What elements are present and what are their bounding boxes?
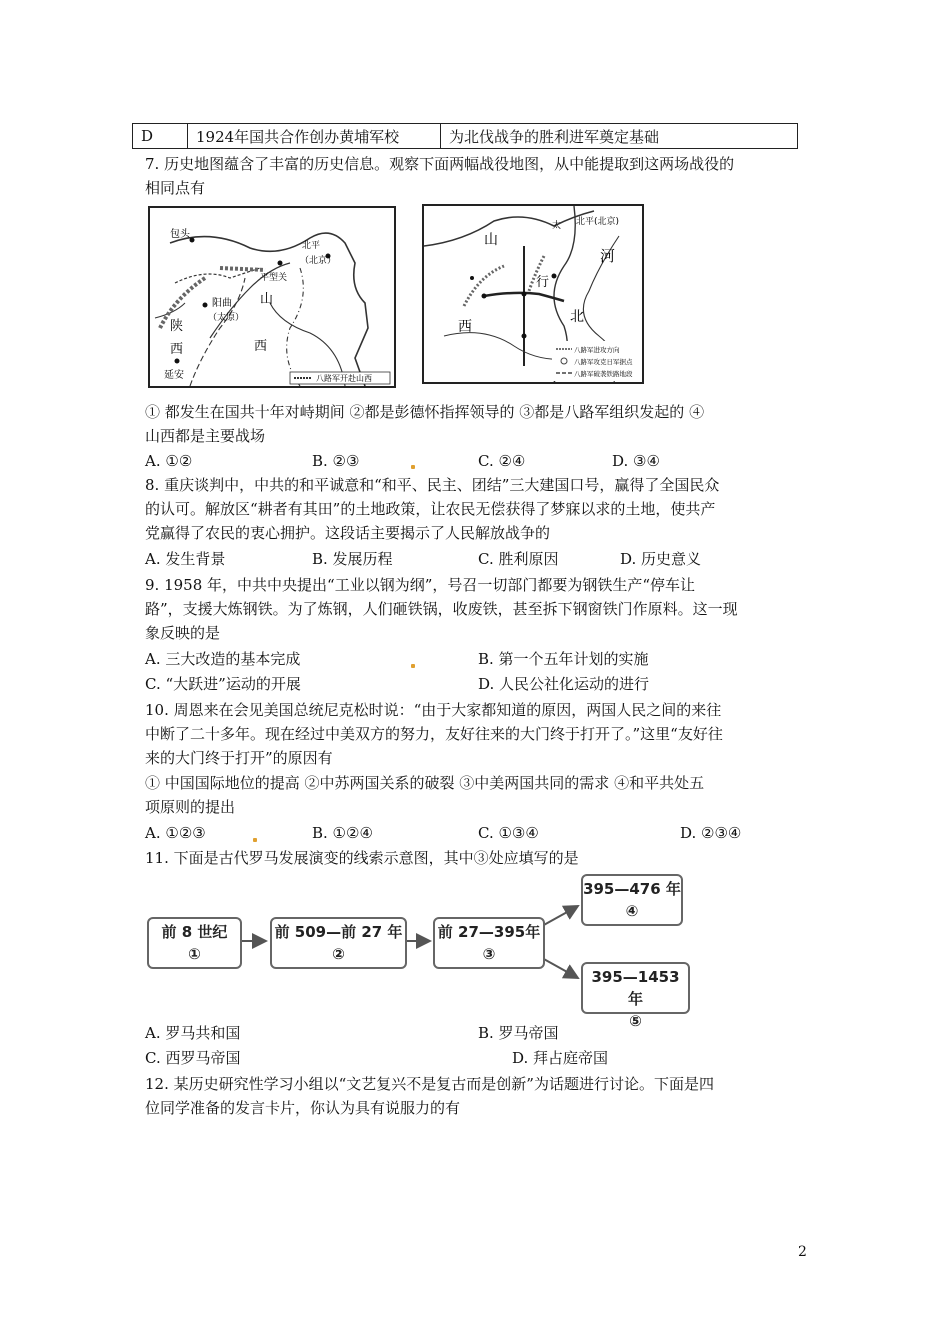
q10-line5: 项原则的提出 <box>145 798 236 816</box>
page-number: 2 <box>798 1244 807 1260</box>
table-cell-effect: 为北伐战争的胜利进军奠定基础 <box>441 124 798 149</box>
q7-stem-line2: 相同点有 <box>145 179 206 197</box>
q10-line3: 来的大门终于打开”的原因有 <box>145 749 333 767</box>
q7-choice-b: B. ②③ <box>312 452 360 470</box>
q11-choice-c: C. 西罗马帝国 <box>145 1049 241 1067</box>
q8-line2: 的认可。解放区“耕者有其田”的土地政策，让农民无偿获得了梦寐以求的土地，使共产 <box>145 500 716 518</box>
map1-label-baotou: 包头 <box>170 229 190 240</box>
map1-label-xi2: 西 <box>170 342 184 357</box>
flow-box-4-period: 395—476 年 <box>583 880 681 898</box>
map1-label-beiping: 北平 <box>302 241 321 251</box>
q11-line1: 11. 下面是古代罗马发展演变的线索示意图，其中③处应填写的是 <box>145 849 579 867</box>
map2-legend-attack: 八路军进攻方向 <box>574 346 620 354</box>
q9-line2: 路”，支援大炼钢铁。为了炼钢，人们砸铁锅，收废铁，甚至拆下钢窗铁门作原料。这一现 <box>145 600 738 618</box>
map1-legend: 八路军开赴山西 <box>316 374 372 383</box>
q8-choice-c: C. 胜利原因 <box>478 550 559 568</box>
q7-stem-line1: 7. 历史地图蕴含了丰富的历史信息。观察下面两幅战役地图，从中能提取到这两场战役的 <box>145 155 735 173</box>
q7-choice-c: C. ②④ <box>478 452 526 470</box>
flow-box-2-number: ② <box>332 945 345 963</box>
q8-choice-b: B. 发展历程 <box>312 550 393 568</box>
flow-box-1-number: ① <box>188 945 201 963</box>
flow-box-1 <box>147 917 242 969</box>
flow-box-5-number: ⑤ <box>629 1012 642 1030</box>
map2-legend-capture: 八路军攻克日军据点 <box>574 358 633 366</box>
q9-choice-a: A. 三大改造的基本完成 <box>145 650 301 668</box>
map1-label-beijing: （北京） <box>300 256 337 266</box>
q10-choice-b: B. ①②④ <box>312 824 373 842</box>
map1-label-yangqu: 阳曲 <box>212 298 232 309</box>
q11-choice-b: B. 罗马帝国 <box>478 1024 559 1042</box>
q12-line1: 12. 某历史研究性学习小组以“文艺复兴不是复古而是创新”为话题进行讨论。下面是四 <box>145 1075 714 1093</box>
q8-choice-a: A. 发生背景 <box>145 550 226 568</box>
q11-choice-a: A. 罗马共和国 <box>145 1024 241 1042</box>
map2-label-bei: 北 <box>570 309 584 325</box>
q10-line4: ① 中国国际地位的提高 ②中苏两国关系的破裂 ③中美两国共同的需求 ④和平共处五 <box>145 774 705 792</box>
q8-line1: 8. 重庆谈判中，中共的和平诚意和“和平、民主、团结”三大建国口号，赢得了全国民众 <box>145 476 720 494</box>
map2-legend-railway: 八路军破袭铁路地段 <box>574 370 633 378</box>
map1-label-shaan: 陕 <box>170 319 184 334</box>
q10-choice-d: D. ②③④ <box>680 824 742 842</box>
map2-label-tai: 太 <box>552 221 562 231</box>
q10-choice-a: A. ①②③ <box>145 824 206 842</box>
q10-line2: 中断了二十多年。现在经过中美双方的努力，友好往来的大门终于打开了。”这里“友好往 <box>145 725 723 743</box>
map2-label-beiping: 北平(北京) <box>576 217 620 227</box>
table-cell-letter: D <box>133 124 188 149</box>
q9-choice-c: C. “大跃进”运动的开展 <box>145 675 301 693</box>
map2-label-hang: 行 <box>536 275 550 290</box>
q9-choice-b: B. 第一个五年计划的实施 <box>478 650 649 668</box>
table-cell-event: 1924年国共合作创办黄埔军校 <box>188 124 441 149</box>
q7-choice-a: A. ①② <box>145 452 193 470</box>
q11-choice-d: D. 拜占庭帝国 <box>512 1049 609 1067</box>
map1-label-yanan: 延安 <box>164 370 184 381</box>
map1-label-taiyuan: （太原） <box>208 313 245 323</box>
flow-box-3-period: 前 27—395年 <box>437 923 541 941</box>
flow-box-2-period: 前 509—前 27 年 <box>274 923 403 941</box>
flow-box-5-period: 395—1453 年 <box>591 968 680 1008</box>
map1-label-shan: 山 <box>260 292 274 307</box>
map1-label-xi: 西 <box>254 339 268 354</box>
map2-label-shan: 山 <box>484 232 498 248</box>
q7-options-line2: 山西都是主要战场 <box>145 427 266 445</box>
map1-label-pingxingguan: 平型关 <box>260 273 288 283</box>
q9-choice-d: D. 人民公社化运动的进行 <box>478 675 650 693</box>
q8-choice-d: D. 历史意义 <box>620 550 702 568</box>
flow-box-4-number: ④ <box>625 902 639 920</box>
flow-box-2 <box>270 917 407 969</box>
q8-line3: 党赢得了农民的衷心拥护。这段话主要揭示了人民解放战争的 <box>145 524 551 542</box>
flow-box-1-period: 前 8 世纪 <box>161 923 228 941</box>
q9-line1: 9. 1958 年，中共中央提出“工业以钢为纲”，号召一切部门都要为钢铁生产“停车让 <box>145 576 696 594</box>
q12-line2: 位同学准备的发言卡片，你认为具有说服力的有 <box>145 1099 461 1117</box>
map2-label-xi: 西 <box>458 319 472 335</box>
q7-choice-d: D. ③④ <box>612 452 660 470</box>
flow-box-5 <box>581 962 690 1030</box>
flow-box-3-number: ③ <box>482 945 496 963</box>
q10-choice-c: C. ①③④ <box>478 824 539 842</box>
q10-line1: 10. 周恩来在会见美国总统尼克松时说：“由于大家都知道的原因，两国人民之间的来往 <box>145 701 722 719</box>
flow-box-4 <box>581 874 683 926</box>
q7-options-line1: ① 都发生在国共十年对峙期间 ②都是彭德怀指挥领导的 ③都是八路军组织发起的 ④ <box>145 403 705 421</box>
map2-label-he: 河 <box>600 247 616 265</box>
q9-line3: 象反映的是 <box>145 624 221 642</box>
flow-box-3 <box>433 917 545 969</box>
